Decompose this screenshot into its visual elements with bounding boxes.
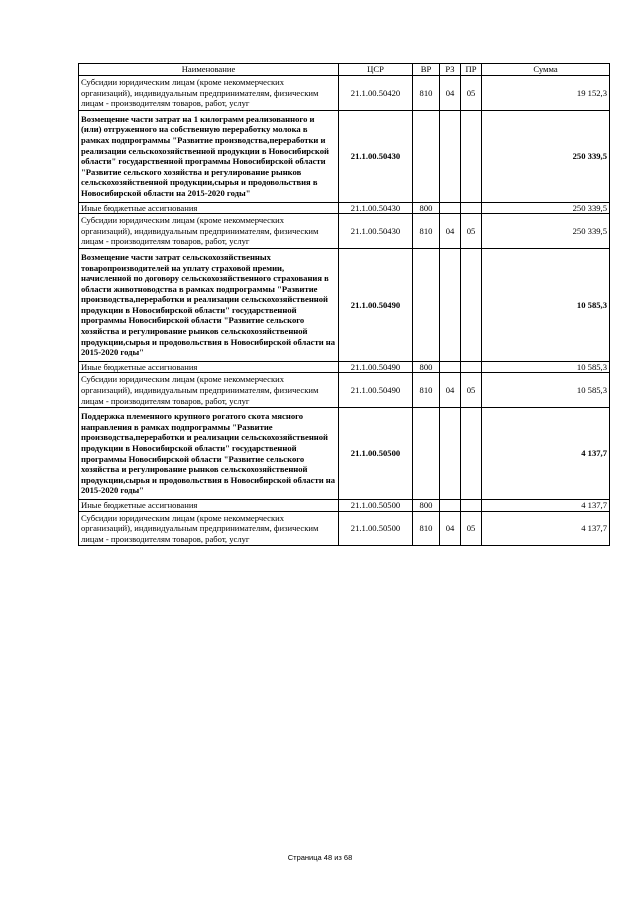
cell-rz: 04	[440, 214, 461, 249]
cell-sum: 10 585,3	[482, 373, 610, 408]
cell-pr	[461, 408, 482, 500]
cell-vr: 810	[413, 373, 440, 408]
cell-vr: 810	[413, 214, 440, 249]
cell-csr: 21.1.00.50490	[339, 373, 413, 408]
cell-sum: 19 152,3	[482, 76, 610, 111]
header-vr: ВР	[413, 64, 440, 76]
cell-rz	[440, 202, 461, 214]
cell-csr: 21.1.00.50490	[339, 248, 413, 361]
cell-name: Возмещение части затрат на 1 килограмм реализованного и (или) отгруженного на собственную переработку молока в рамках подпрограммы "Развитие производства,переработки и реализации сельскохозяйственной продукции в Новосибирской области" государственной программы Новосибирской области "Развитие сельского хозяйства и регулирование рынков сельскохозяйственной продукции,сырья и продовольствия в Новосибирской области на 2015-2020 годы"	[79, 110, 339, 202]
cell-rz: 04	[440, 76, 461, 111]
cell-rz	[440, 248, 461, 361]
page-footer: Страница 48 из 68	[287, 853, 353, 862]
cell-pr	[461, 110, 482, 202]
cell-sum: 10 585,3	[482, 361, 610, 373]
cell-name: Субсидии юридическим лицам (кроме некоммерческих организаций), индивидуальным предпринимателям, физическим лицам - производителям товаров, работ, услуг	[79, 373, 339, 408]
cell-pr: 05	[461, 214, 482, 249]
cell-name: Иные бюджетные ассигнования	[79, 361, 339, 373]
cell-csr: 21.1.00.50490	[339, 361, 413, 373]
cell-pr: 05	[461, 511, 482, 546]
cell-name: Иные бюджетные ассигнования	[79, 202, 339, 214]
table-row	[79, 202, 610, 214]
cell-vr	[413, 110, 440, 202]
cell-sum: 4 137,7	[482, 408, 610, 500]
cell-pr: 05	[461, 373, 482, 408]
cell-vr	[413, 248, 440, 361]
cell-name: Субсидии юридическим лицам (кроме некоммерческих организаций), индивидуальным предпринимателям, физическим лицам - производителям товаров, работ, услуг	[79, 511, 339, 546]
cell-sum: 10 585,3	[482, 248, 610, 361]
cell-pr	[461, 499, 482, 511]
table-header-row	[79, 64, 610, 76]
cell-sum: 4 137,7	[482, 499, 610, 511]
header-rz: РЗ	[440, 64, 461, 76]
table-row	[79, 511, 610, 546]
header-csr: ЦСР	[339, 64, 413, 76]
table-row	[79, 361, 610, 373]
cell-vr: 810	[413, 511, 440, 546]
cell-rz	[440, 110, 461, 202]
cell-sum: 250 339,5	[482, 110, 610, 202]
header-sum: Сумма	[482, 64, 610, 76]
cell-csr: 21.1.00.50430	[339, 202, 413, 214]
cell-name: Субсидии юридическим лицам (кроме некоммерческих организаций), индивидуальным предпринимателям, физическим лицам - производителям товаров, работ, услуг	[79, 214, 339, 249]
cell-vr: 810	[413, 76, 440, 111]
table-row	[79, 76, 610, 111]
header-pr: ПР	[461, 64, 482, 76]
cell-vr	[413, 408, 440, 500]
cell-pr	[461, 248, 482, 361]
table-row	[79, 373, 610, 408]
cell-rz	[440, 361, 461, 373]
cell-rz: 04	[440, 373, 461, 408]
cell-rz: 04	[440, 511, 461, 546]
cell-sum: 250 339,5	[482, 202, 610, 214]
cell-vr: 800	[413, 499, 440, 511]
header-name: Наименование	[79, 64, 339, 76]
cell-name: Возмещение части затрат сельскохозяйственных товаропроизводителей на уплату страховой премии, начисленной по договору сельскохозяйственного страхования в области животноводства в рамках подпрограммы "Развитие производства,переработки и реализации сельскохозяйственной продукции в Новосибирской области" государственной программы Новосибирской области "Развитие сельского хозяйства и регулирование рынков сельскохозяйственной продукции,сырья и продовольствия в Новосибирской области на 2015-2020 годы"	[79, 248, 339, 361]
cell-csr: 21.1.00.50500	[339, 408, 413, 500]
table-row	[79, 248, 610, 361]
cell-sum: 250 339,5	[482, 214, 610, 249]
cell-csr: 21.1.00.50430	[339, 110, 413, 202]
cell-csr: 21.1.00.50500	[339, 499, 413, 511]
cell-csr: 21.1.00.50500	[339, 511, 413, 546]
cell-sum: 4 137,7	[482, 511, 610, 546]
budget-table	[78, 63, 610, 546]
table-row	[79, 499, 610, 511]
cell-vr: 800	[413, 361, 440, 373]
cell-vr: 800	[413, 202, 440, 214]
cell-pr	[461, 202, 482, 214]
cell-name: Субсидии юридическим лицам (кроме некоммерческих организаций), индивидуальным предпринимателям, физическим лицам - производителям товаров, работ, услуг	[79, 76, 339, 111]
table-row	[79, 408, 610, 500]
cell-rz	[440, 408, 461, 500]
cell-name: Иные бюджетные ассигнования	[79, 499, 339, 511]
table-row	[79, 214, 610, 249]
table-row	[79, 110, 610, 202]
cell-pr	[461, 361, 482, 373]
cell-csr: 21.1.00.50420	[339, 76, 413, 111]
cell-rz	[440, 499, 461, 511]
cell-pr: 05	[461, 76, 482, 111]
cell-name: Поддержка племенного крупного рогатого скота мясного направления в рамках подпрограммы "Развитие производства,переработки и реализации сельскохозяйственной продукции в Новосибирской области" государственной программы Новосибирской области "Развитие сельского хозяйства и регулирование рынков сельскохозяйственной продукции,сырья и продовольствия в Новосибирской области на 2015-2020 годы"	[79, 408, 339, 500]
cell-csr: 21.1.00.50430	[339, 214, 413, 249]
